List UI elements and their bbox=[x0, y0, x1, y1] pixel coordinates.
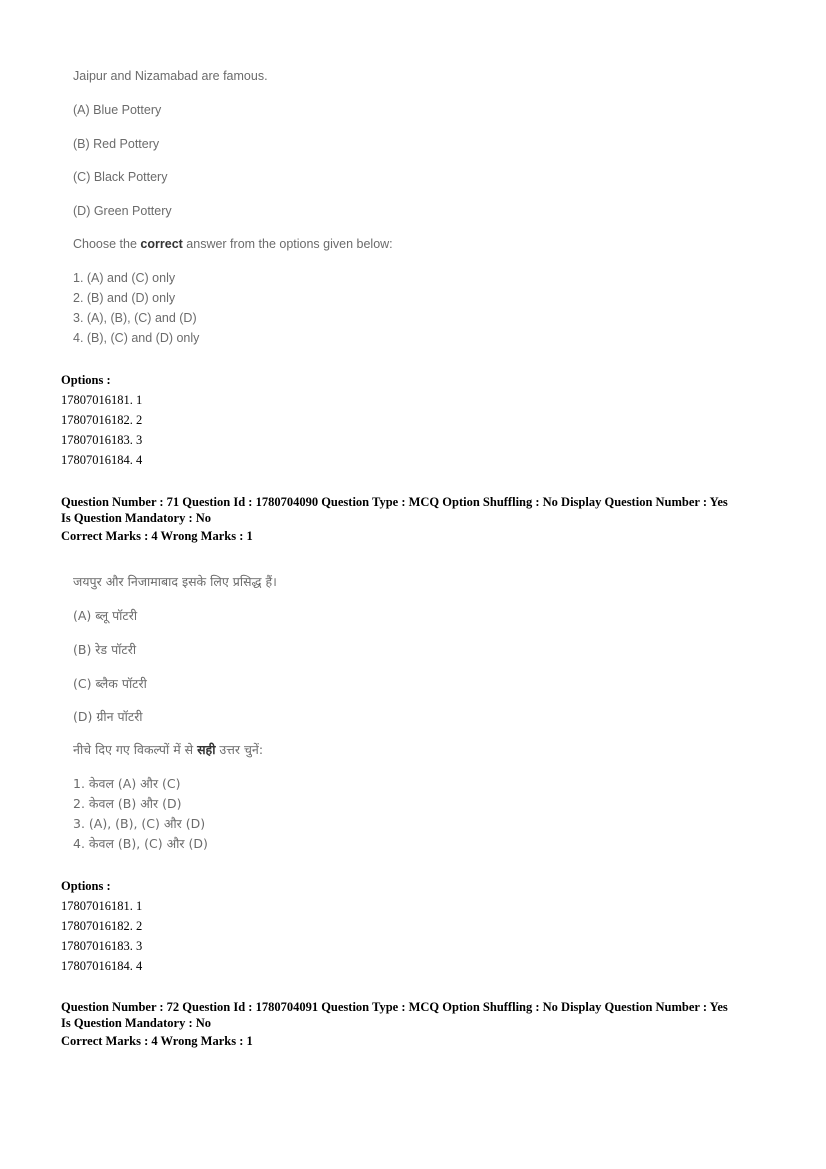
choice-1: 1. (A) and (C) only bbox=[73, 271, 176, 285]
choice-2: 2. केवल (B) और (D) bbox=[73, 796, 182, 811]
statement-b: (B) रेड पॉटरी bbox=[73, 642, 137, 657]
option-1: 17807016181. 1 bbox=[61, 393, 143, 407]
option-1: 17807016181. 1 bbox=[61, 899, 143, 913]
question-71-options bbox=[61, 876, 142, 976]
options-header: Options : bbox=[61, 879, 111, 893]
option-3: 17807016183. 3 bbox=[61, 939, 143, 953]
choice-3: 3. (A), (B), (C) and (D) bbox=[73, 311, 197, 325]
mandatory-info: Is Question Mandatory : No bbox=[61, 511, 212, 525]
question-71-image-hindi bbox=[73, 0, 473, 860]
option-4: 17807016184. 4 bbox=[61, 959, 143, 973]
question-72-meta bbox=[61, 999, 781, 1049]
statement-d: (D) ग्रीन पॉटरी bbox=[73, 709, 143, 724]
instruction: नीचे दिए गए विकल्पों में से सही उत्तर चुनें: bbox=[73, 742, 264, 757]
choice-1: 1. केवल (A) और (C) bbox=[73, 776, 181, 791]
statement-a: (A) Blue Pottery bbox=[73, 103, 162, 117]
instruction: Choose the correct answer from the options given below: bbox=[73, 237, 393, 251]
option-3: 17807016183. 3 bbox=[61, 433, 143, 447]
choice-4: 4. केवल (B), (C) और (D) bbox=[73, 836, 208, 851]
options-header: Options : bbox=[61, 373, 111, 387]
question-stem: Jaipur and Nizamabad are famous. bbox=[73, 69, 268, 83]
marks-info: Correct Marks : 4 Wrong Marks : 1 bbox=[61, 1034, 253, 1048]
option-2: 17807016182. 2 bbox=[61, 919, 143, 933]
statement-c: (C) ब्लैक पॉटरी bbox=[73, 676, 147, 691]
question-info: Question Number : 72 Question Id : 1780704091 Question Type : MCQ Option Shuffling : No Display Question Number : Yes bbox=[61, 1000, 728, 1014]
statement-d: (D) Green Pottery bbox=[73, 204, 172, 218]
statement-c: (C) Black Pottery bbox=[73, 170, 168, 184]
marks-info: Correct Marks : 4 Wrong Marks : 1 bbox=[61, 529, 253, 543]
question-stem: जयपुर और निजामाबाद इसके लिए प्रसिद्ध हैं। bbox=[73, 574, 277, 589]
mandatory-info: Is Question Mandatory : No bbox=[61, 1016, 212, 1030]
option-4: 17807016184. 4 bbox=[61, 453, 143, 467]
option-2: 17807016182. 2 bbox=[61, 413, 143, 427]
choice-2: 2. (B) and (D) only bbox=[73, 291, 176, 305]
statement-b: (B) Red Pottery bbox=[73, 137, 160, 151]
choice-3: 3. (A), (B), (C) और (D) bbox=[73, 816, 206, 831]
choice-4: 4. (B), (C) and (D) only bbox=[73, 331, 200, 345]
question-info: Question Number : 71 Question Id : 1780704090 Question Type : MCQ Option Shuffling : No Display Question Number : Yes bbox=[61, 495, 728, 509]
statement-a: (A) ब्लू पॉटरी bbox=[73, 608, 138, 623]
